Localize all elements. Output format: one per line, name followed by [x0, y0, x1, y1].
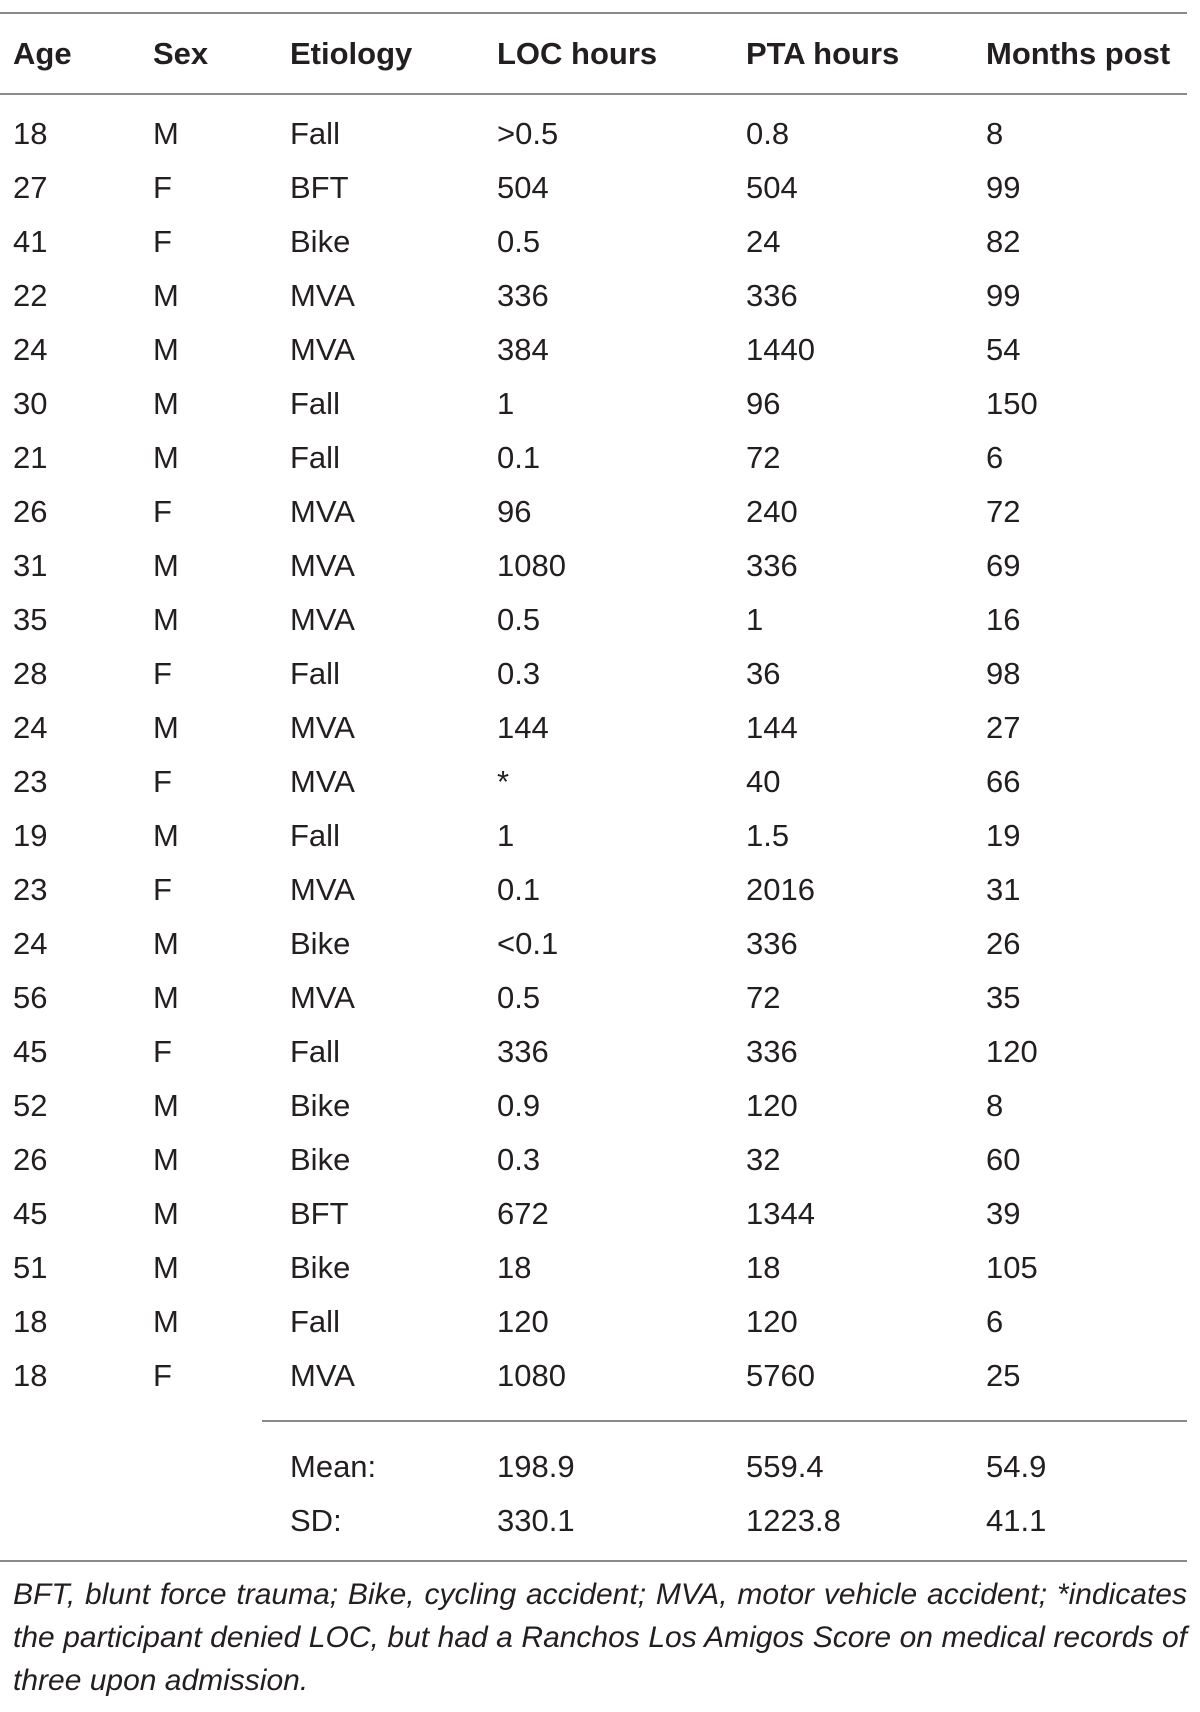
table-row	[0, 917, 1187, 971]
cell-sex: M	[153, 440, 179, 475]
cell-age: 56	[13, 980, 48, 1015]
cell-age: 21	[13, 440, 48, 475]
cell-months-post: 31	[986, 872, 1021, 907]
cell-loc-hours: 1	[497, 818, 515, 853]
cell-pta-hours: 24	[746, 224, 781, 259]
cell-months-post: 99	[986, 278, 1021, 313]
cell-pta-hours: 1440	[746, 332, 815, 367]
cell-pta-hours: 504	[746, 170, 798, 205]
cell-months-post: 39	[986, 1196, 1021, 1231]
cell-loc-hours: >0.5	[497, 116, 559, 151]
cell-etiology: MVA	[290, 1358, 355, 1393]
cell-loc-hours: 1080	[497, 1358, 566, 1393]
cell-etiology: BFT	[290, 170, 349, 205]
cell-age: 30	[13, 386, 48, 421]
cell-age: 23	[13, 872, 48, 907]
cell-loc-hours: <0.1	[497, 926, 559, 961]
table-row	[0, 107, 1187, 161]
summary-row-sd	[0, 1494, 1187, 1548]
cell-loc-hours: 0.5	[497, 224, 541, 259]
cell-loc-hours: 1	[497, 386, 515, 421]
summary-pta: 559.4	[746, 1449, 824, 1484]
cell-pta-hours: 336	[746, 1034, 798, 1069]
header-etiology: Etiology	[290, 36, 413, 71]
cell-etiology: Bike	[290, 1088, 351, 1123]
cell-etiology: Fall	[290, 116, 340, 151]
summary-months: 41.1	[986, 1503, 1047, 1538]
cell-sex: F	[153, 764, 172, 799]
table-footnote: BFT, blunt force trauma; Bike, cycling accident; MVA, motor vehicle accident; *indicates the participant denied LOC, but had a Ranchos Los Amigos Score on medical records of three upon admission.	[13, 1578, 1187, 1697]
cell-pta-hours: 72	[746, 980, 781, 1015]
cell-age: 18	[13, 1304, 48, 1339]
cell-pta-hours: 72	[746, 440, 781, 475]
cell-age: 26	[13, 494, 48, 529]
cell-months-post: 66	[986, 764, 1021, 799]
cell-age: 31	[13, 548, 48, 583]
cell-loc-hours: 336	[497, 278, 549, 313]
table-row	[0, 1241, 1187, 1295]
cell-loc-hours: *	[497, 764, 510, 799]
cell-etiology: Bike	[290, 1142, 351, 1177]
cell-months-post: 16	[986, 602, 1021, 637]
cell-age: 19	[13, 818, 48, 853]
cell-etiology: Fall	[290, 818, 340, 853]
cell-pta-hours: 336	[746, 548, 798, 583]
cell-sex: F	[153, 170, 172, 205]
summary-loc: 198.9	[497, 1449, 575, 1484]
cell-age: 45	[13, 1034, 48, 1069]
table-row	[0, 863, 1187, 917]
table-row	[0, 755, 1187, 809]
cell-sex: F	[153, 1034, 172, 1069]
header-pta-hours: PTA hours	[746, 36, 900, 71]
cell-loc-hours: 336	[497, 1034, 549, 1069]
table-row	[0, 809, 1187, 863]
cell-pta-hours: 96	[746, 386, 781, 421]
header-sex: Sex	[153, 36, 209, 71]
cell-sex: F	[153, 656, 172, 691]
cell-sex: M	[153, 1088, 179, 1123]
cell-loc-hours: 18	[497, 1250, 532, 1285]
cell-loc-hours: 384	[497, 332, 549, 367]
cell-sex: M	[153, 1304, 179, 1339]
cell-etiology: MVA	[290, 710, 355, 745]
cell-sex: M	[153, 1142, 179, 1177]
summary-rule	[262, 1420, 1187, 1422]
cell-pta-hours: 18	[746, 1250, 781, 1285]
cell-pta-hours: 1.5	[746, 818, 790, 853]
cell-sex: F	[153, 1358, 172, 1393]
cell-loc-hours: 504	[497, 170, 549, 205]
cell-pta-hours: 1344	[746, 1196, 815, 1231]
cell-age: 18	[13, 1358, 48, 1393]
cell-months-post: 98	[986, 656, 1021, 691]
cell-etiology: MVA	[290, 548, 355, 583]
cell-months-post: 82	[986, 224, 1021, 259]
table-row	[0, 1349, 1187, 1403]
cell-months-post: 54	[986, 332, 1021, 367]
cell-etiology: BFT	[290, 1196, 349, 1231]
cell-months-post: 69	[986, 548, 1021, 583]
cell-sex: M	[153, 710, 179, 745]
cell-pta-hours: 144	[746, 710, 798, 745]
table-header	[0, 14, 1187, 94]
cell-loc-hours: 96	[497, 494, 532, 529]
cell-months-post: 150	[986, 386, 1038, 421]
cell-pta-hours: 336	[746, 278, 798, 313]
table-row	[0, 431, 1187, 485]
cell-months-post: 120	[986, 1034, 1038, 1069]
cell-age: 51	[13, 1250, 48, 1285]
table-row	[0, 161, 1187, 215]
cell-pta-hours: 40	[746, 764, 781, 799]
cell-age: 26	[13, 1142, 48, 1177]
table-row	[0, 215, 1187, 269]
cell-pta-hours: 120	[746, 1088, 798, 1123]
cell-etiology: Fall	[290, 656, 340, 691]
cell-months-post: 60	[986, 1142, 1021, 1177]
summary-pta: 1223.8	[746, 1503, 841, 1538]
cell-loc-hours: 0.1	[497, 872, 541, 907]
table-row	[0, 323, 1187, 377]
cell-months-post: 72	[986, 494, 1021, 529]
cell-age: 41	[13, 224, 48, 259]
summary-loc: 330.1	[497, 1503, 575, 1538]
cell-sex: M	[153, 548, 179, 583]
header-loc-hours: LOC hours	[497, 36, 658, 71]
cell-age: 45	[13, 1196, 48, 1231]
cell-pta-hours: 36	[746, 656, 781, 691]
cell-age: 24	[13, 332, 48, 367]
cell-months-post: 25	[986, 1358, 1021, 1393]
table-row	[0, 1187, 1187, 1241]
cell-pta-hours: 32	[746, 1142, 781, 1177]
cell-months-post: 99	[986, 170, 1021, 205]
cell-sex: F	[153, 872, 172, 907]
cell-months-post: 35	[986, 980, 1021, 1015]
cell-age: 27	[13, 170, 48, 205]
cell-age: 22	[13, 278, 48, 313]
cell-months-post: 8	[986, 1088, 1004, 1123]
cell-sex: M	[153, 1250, 179, 1285]
cell-etiology: MVA	[290, 980, 355, 1015]
cell-loc-hours: 0.3	[497, 1142, 541, 1177]
cell-age: 52	[13, 1088, 48, 1123]
cell-sex: F	[153, 494, 172, 529]
cell-sex: M	[153, 278, 179, 313]
summary-label: Mean:	[290, 1449, 377, 1484]
cell-etiology: Bike	[290, 224, 351, 259]
header-months-post: Months post	[986, 36, 1171, 71]
cell-months-post: 105	[986, 1250, 1038, 1285]
cell-months-post: 19	[986, 818, 1021, 853]
cell-loc-hours: 120	[497, 1304, 549, 1339]
cell-etiology: Fall	[290, 1304, 340, 1339]
cell-etiology: Fall	[290, 440, 340, 475]
table-row	[0, 269, 1187, 323]
summary-months: 54.9	[986, 1449, 1047, 1484]
cell-age: 23	[13, 764, 48, 799]
cell-sex: M	[153, 602, 179, 637]
cell-age: 28	[13, 656, 48, 691]
cell-sex: M	[153, 980, 179, 1015]
cell-loc-hours: 144	[497, 710, 549, 745]
cell-sex: M	[153, 1196, 179, 1231]
table-row	[0, 377, 1187, 431]
cell-etiology: Bike	[290, 1250, 351, 1285]
cell-loc-hours: 1080	[497, 548, 566, 583]
cell-etiology: MVA	[290, 602, 355, 637]
cell-loc-hours: 0.9	[497, 1088, 541, 1123]
cell-sex: M	[153, 818, 179, 853]
cell-age: 24	[13, 926, 48, 961]
header-rule	[0, 93, 1187, 95]
summary-row-mean	[0, 1440, 1187, 1494]
cell-months-post: 8	[986, 116, 1004, 151]
summary-label: SD:	[290, 1503, 342, 1538]
header-age: Age	[13, 36, 72, 71]
cell-pta-hours: 120	[746, 1304, 798, 1339]
table-row	[0, 1295, 1187, 1349]
cell-loc-hours: 0.5	[497, 602, 541, 637]
table-row	[0, 539, 1187, 593]
cell-months-post: 26	[986, 926, 1021, 961]
table-row	[0, 701, 1187, 755]
cell-pta-hours: 2016	[746, 872, 815, 907]
table-row	[0, 1025, 1187, 1079]
table-row	[0, 1133, 1187, 1187]
cell-loc-hours: 0.5	[497, 980, 541, 1015]
cell-age: 18	[13, 116, 48, 151]
cell-loc-hours: 0.3	[497, 656, 541, 691]
cell-age: 24	[13, 710, 48, 745]
bottom-rule	[0, 1560, 1187, 1562]
cell-loc-hours: 0.1	[497, 440, 541, 475]
cell-loc-hours: 672	[497, 1196, 549, 1231]
table-row	[0, 971, 1187, 1025]
cell-etiology: MVA	[290, 494, 355, 529]
cell-etiology: MVA	[290, 278, 355, 313]
cell-sex: M	[153, 332, 179, 367]
table-row	[0, 647, 1187, 701]
table-row	[0, 593, 1187, 647]
cell-pta-hours: 1	[746, 602, 764, 637]
cell-sex: M	[153, 926, 179, 961]
cell-etiology: Fall	[290, 386, 340, 421]
cell-pta-hours: 336	[746, 926, 798, 961]
table-row	[0, 1079, 1187, 1133]
cell-age: 35	[13, 602, 48, 637]
cell-etiology: MVA	[290, 332, 355, 367]
cell-etiology: MVA	[290, 764, 355, 799]
cell-months-post: 6	[986, 1304, 1004, 1339]
cell-etiology: Fall	[290, 1034, 340, 1069]
cell-etiology: Bike	[290, 926, 351, 961]
cell-months-post: 6	[986, 440, 1004, 475]
cell-pta-hours: 0.8	[746, 116, 790, 151]
cell-sex: M	[153, 386, 179, 421]
cell-sex: M	[153, 116, 179, 151]
table-row	[0, 485, 1187, 539]
cell-etiology: MVA	[290, 872, 355, 907]
cell-months-post: 27	[986, 710, 1021, 745]
cell-sex: F	[153, 224, 172, 259]
cell-pta-hours: 5760	[746, 1358, 815, 1393]
cell-pta-hours: 240	[746, 494, 798, 529]
